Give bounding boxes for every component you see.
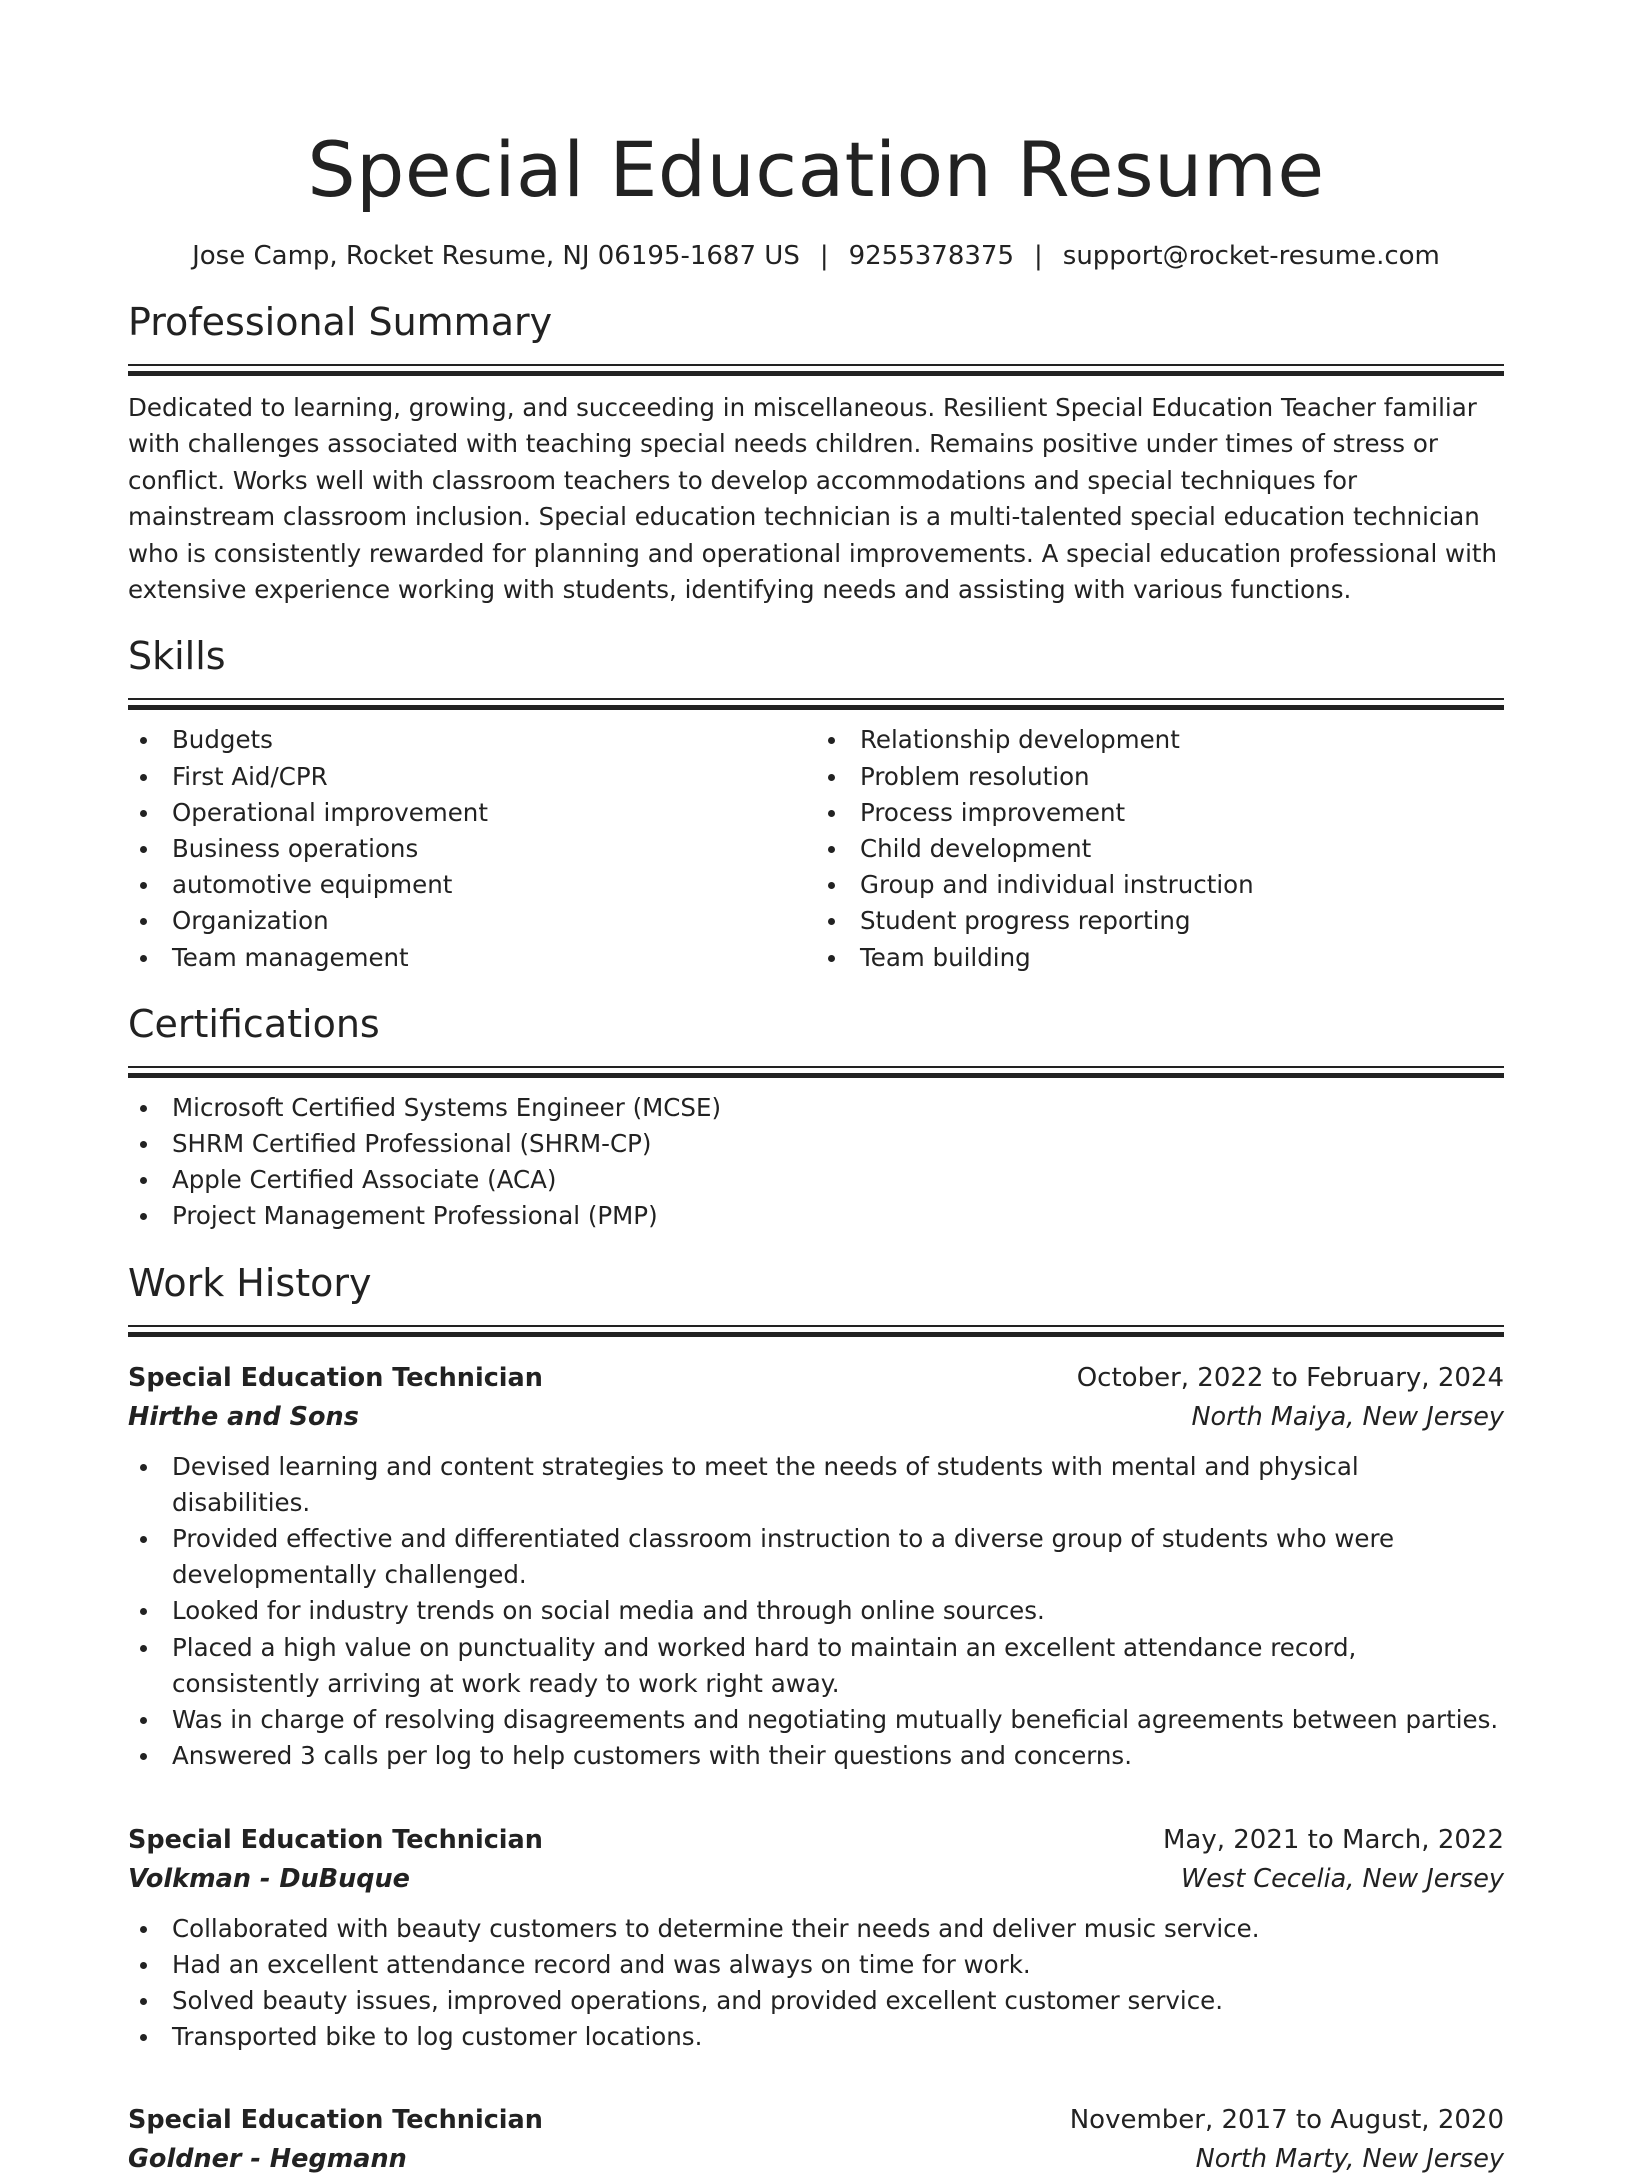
skill-item: Budgets <box>128 722 816 758</box>
summary-heading: Professional Summary <box>128 300 553 344</box>
job-location: North Maiya, New Jersey <box>1191 1401 1504 1432</box>
job-dates: May, 2021 to March, 2022 <box>1162 1824 1504 1855</box>
section-divider <box>128 1325 1504 1337</box>
job-entry <box>128 1359 1504 1775</box>
certification-item: Apple Certified Associate (ACA) <box>128 1162 1504 1198</box>
certification-item: Project Management Professional (PMP) <box>128 1198 1504 1234</box>
work-history-section <box>128 1257 1504 2179</box>
skill-item: First Aid/CPR <box>128 759 816 795</box>
job-title: Special Education Technician <box>128 2105 543 2136</box>
certifications-list <box>128 1090 1504 1235</box>
job-company: Hirthe and Sons <box>128 1401 359 1432</box>
skill-item: Student progress reporting <box>816 903 1504 939</box>
job-title-row <box>128 2101 1504 2139</box>
certification-item: SHRM Certified Professional (SHRM-CP) <box>128 1126 1504 1162</box>
job-entry <box>128 2101 1504 2179</box>
skills-list-right <box>816 722 1504 975</box>
job-duty: Looked for industry trends on social media and through online sources. <box>128 1593 1504 1629</box>
certifications-section <box>128 998 1504 1235</box>
skills-heading: Skills <box>128 634 226 679</box>
skill-item: Team management <box>128 940 816 976</box>
skill-item: Problem resolution <box>816 759 1504 795</box>
job-title: Special Education Technician <box>128 1824 543 1855</box>
contact-address: Jose Camp, Rocket Resume, NJ 06195-1687 US <box>192 241 800 271</box>
section-divider <box>128 698 1504 710</box>
job-company-row <box>128 1397 1504 1437</box>
contact-separator: | <box>1034 241 1043 271</box>
job-duty: Was in charge of resolving disagreements and negotiating mutually beneficial agreements between parties. <box>128 1702 1504 1738</box>
job-duty: Collaborated with beauty customers to determine their needs and deliver music service. <box>128 1911 1504 1947</box>
job-title: Special Education Technician <box>128 1362 543 1393</box>
skill-item: Child development <box>816 831 1504 867</box>
job-company: Volkman - DuBuque <box>128 1863 410 1894</box>
work-history-heading: Work History <box>128 1260 372 1305</box>
skill-item: Group and individual instruction <box>816 867 1504 903</box>
job-location: North Marty, New Jersey <box>1195 2144 1504 2175</box>
job-company: Goldner - Hegmann <box>128 2144 407 2175</box>
job-duty: Devised learning and content strategies to meet the needs of students with mental and physical disabilities. <box>128 1449 1504 1521</box>
contact-phone: 9255378375 <box>848 241 1015 271</box>
certification-item: Microsoft Certified Systems Engineer (MCSE) <box>128 1090 1504 1126</box>
job-duty: Had an excellent attendance record and was always on time for work. <box>128 1947 1504 1983</box>
contact-separator: | <box>819 241 829 271</box>
contact-line <box>128 238 1504 274</box>
job-duties-list <box>128 1449 1504 1775</box>
job-duty: Placed a high value on punctuality and worked hard to maintain an excellent attendance record, consistently arriving at work ready to work right away. <box>128 1630 1504 1702</box>
job-entry <box>128 1821 1504 2056</box>
job-duty: Answered 3 calls per log to help customers with their questions and concerns. <box>128 1738 1504 1774</box>
skill-item: Organization <box>128 903 816 939</box>
job-company-row <box>128 1859 1504 1899</box>
certifications-heading: Certifications <box>128 1001 380 1046</box>
skill-item: Relationship development <box>816 722 1504 758</box>
document-title: Special Education Resume <box>307 125 1325 214</box>
job-duty: Solved beauty issues, improved operations, and provided excellent customer service. <box>128 1983 1504 2019</box>
skill-item: Team building <box>816 940 1504 976</box>
skills-section <box>128 630 1504 975</box>
job-duties-list <box>128 1911 1504 2056</box>
skill-item: Operational improvement <box>128 795 816 831</box>
job-title-row <box>128 1821 1504 1859</box>
job-dates: October, 2022 to February, 2024 <box>1076 1362 1504 1393</box>
job-title-row <box>128 1359 1504 1397</box>
job-company-row <box>128 2139 1504 2179</box>
job-dates: November, 2017 to August, 2020 <box>1069 2105 1504 2136</box>
skill-item: Business operations <box>128 831 816 867</box>
summary-text: Dedicated to learning, growing, and succeeding in miscellaneous. Resilient Special Education Teacher familiar with challenges associated with teaching special needs children. Remains positive under times of stress or conflict. Works well with classroom teachers to develop accommodations and special techniques for mainstream classroom inclusion. Special education technician is a multi-talented special education technician who is consistently rewarded for planning and operational improvements. A special education professional with extensive experience working with students, identifying needs and assisting with various functions. <box>128 393 1498 605</box>
job-duty: Transported bike to log customer locations. <box>128 2019 1504 2055</box>
skill-item: automotive equipment <box>128 867 816 903</box>
summary-section <box>128 296 1504 608</box>
skills-list-left <box>128 722 816 975</box>
job-location: West Cecelia, New Jersey <box>1181 1863 1504 1894</box>
skills-grid <box>128 722 1504 975</box>
job-duty: Provided effective and differentiated classroom instruction to a diverse group of students who were developmentally challenged. <box>128 1521 1504 1593</box>
contact-email: support@rocket-resume.com <box>1062 241 1440 271</box>
skill-item: Process improvement <box>816 795 1504 831</box>
section-divider <box>128 1066 1504 1078</box>
section-divider <box>128 364 1504 376</box>
